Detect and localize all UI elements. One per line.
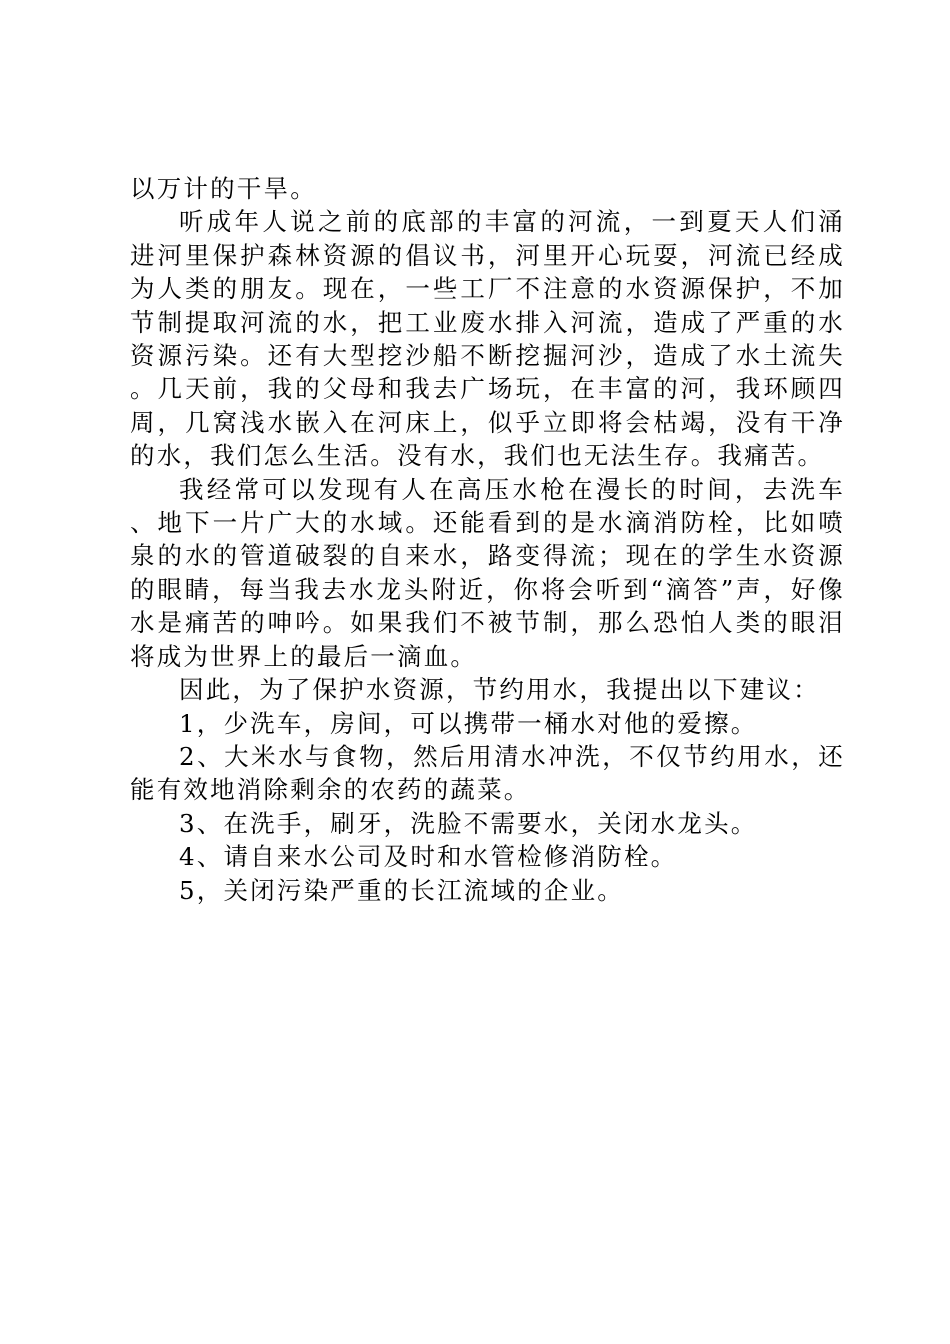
proposal-item-4: 4、请自来水公司及时和水管检修消防栓。 (179, 842, 678, 872)
paragraph-proposal-intro: 因此，为了保护水资源，节约用水，我提出以下建议： (179, 675, 820, 705)
document-body (130, 172, 845, 907)
paragraph-continuation: 以万计的干旱。 (130, 174, 317, 203)
paragraph-water-waste: 我经常可以发现有人在高压水枪在漫长的时间，去洗车、地下一片广大的水域。还能看到的是水滴消防栓，比如喷泉的水的管道破裂的自来水，路变得流；现在的学生水资源的眼睛，每当我去水龙头附近，你将会听到“滴答”声，好像水是痛苦的呻吟。如果我们不被节制，那么恐怕人类的眼泪将成为世界上的最后一滴血。 (130, 474, 845, 671)
paragraph-river-story: 听成年人说之前的底部的丰富的河流，一到夏天人们涌进河里保护森林资源的倡议书，河里开心玩耍，河流已经成为人类的朋友。现在，一些工厂不注意的水资源保护，不加节制提取河流的水，把工业废水排入河流，造成了严重的水资源污染。还有大型挖沙船不断挖掘河沙，造成了水土流失。几天前，我的父母和我去广场玩，在丰富的河，我环顾四周，几窝浅水嵌入在河床上，似乎立即将会枯竭，没有干净的水，我们怎么生活。没有水，我们也无法生存。我痛苦。 (130, 207, 845, 471)
proposal-item-5: 5，关闭污染严重的长江流域的企业。 (179, 875, 624, 905)
proposal-item-1: 1，少洗车，房间，可以携带一桶水对他的爱擦。 (179, 708, 758, 738)
proposal-item-2: 2、大米水与食物，然后用清水冲洗，不仅节约用水，还能有效地消除剩余的农药的蔬菜。 (130, 741, 845, 805)
proposal-item-3: 3、在洗手，刷牙，洗脸不需要水，关闭水龙头。 (179, 808, 758, 838)
